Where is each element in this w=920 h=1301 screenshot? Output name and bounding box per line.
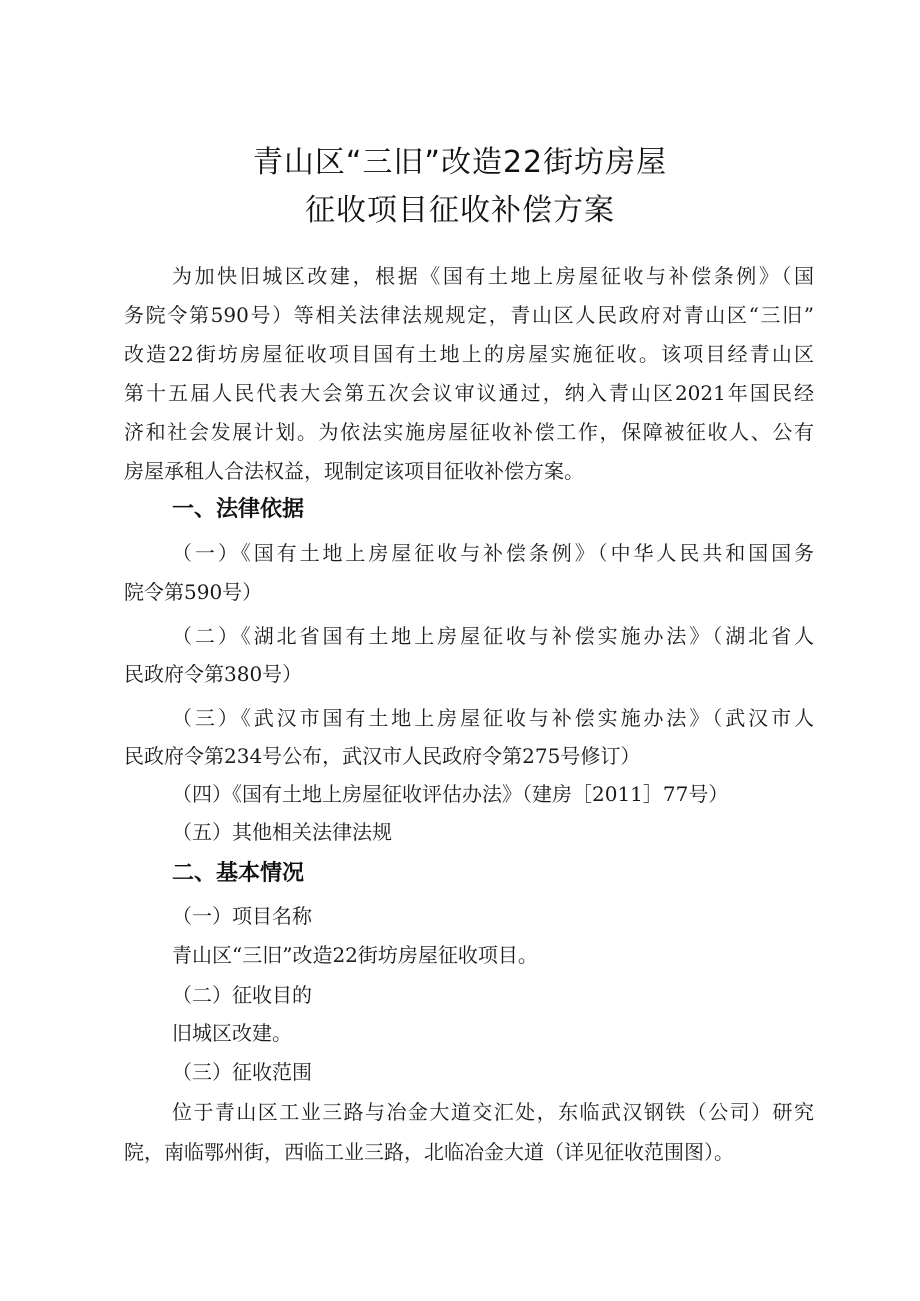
intro-line-1: 为加快旧城区改建，根据《国有土地上房屋征收与补偿条例》（国: [172, 264, 814, 288]
sub-project-name-text: 青山区“三旧”改造22街坊房屋征收项目。: [172, 943, 538, 967]
section-2-heading: 二、基本情况: [172, 861, 305, 886]
law-item-1-line-2: 院令第590号）: [124, 580, 263, 604]
document-title-line-2: 征收项目征收补偿方案: [305, 193, 615, 228]
intro-line-2: 务院令第590号）等相关法律法规规定，青山区人民政府对青山区“三旧”: [124, 303, 814, 327]
intro-line-3: 改造22街坊房屋征收项目国有土地上的房屋实施征收。该项目经青山区: [124, 342, 814, 366]
intro-line-6: 房屋承租人合法权益，现制定该项目征收补偿方案。: [124, 459, 584, 483]
law-item-3-line-1: （三）《武汉市国有土地上房屋征收与补偿实施办法》（武汉市人: [172, 706, 814, 730]
document-title-line-1: 青山区“三旧”改造22街坊房屋: [252, 145, 668, 180]
sub-project-name-label: （一）项目名称: [172, 904, 312, 928]
law-item-3-line-2: 民政府令第234号公布，武汉市人民政府令第275号修订）: [124, 744, 641, 768]
law-item-5: （五）其他相关法律法规: [172, 820, 392, 844]
sub-scope-line-1: 位于青山区工业三路与冶金大道交汇处，东临武汉钢铁（公司）研究: [172, 1100, 814, 1124]
sub-scope-line-2: 院，南临鄂州街，西临工业三路，北临冶金大道（详见征收范围图）。: [124, 1140, 734, 1164]
intro-line-4: 第十五届人民代表大会第五次会议审议通过，纳入青山区2021年国民经: [124, 381, 814, 405]
sub-purpose-text: 旧城区改建。: [172, 1021, 292, 1045]
sub-scope-label: （三）征收范围: [172, 1060, 312, 1084]
intro-line-5: 济和社会发展计划。为依法实施房屋征收补偿工作，保障被征收人、公有: [124, 420, 814, 444]
law-item-2-line-2: 民政府令第380号）: [124, 662, 303, 686]
law-item-2-line-1: （二）《湖北省国有土地上房屋征收与补偿实施办法》（湖北省人: [172, 624, 814, 648]
law-item-4: （四）《国有土地上房屋征收评估办法》（建房［2011］77号）: [172, 782, 729, 806]
sub-purpose-label: （二）征收目的: [172, 983, 312, 1007]
law-item-1-line-1: （一）《国有土地上房屋征收与补偿条例》（中华人民共和国国务: [172, 541, 814, 565]
section-1-heading: 一、法律依据: [172, 497, 305, 522]
